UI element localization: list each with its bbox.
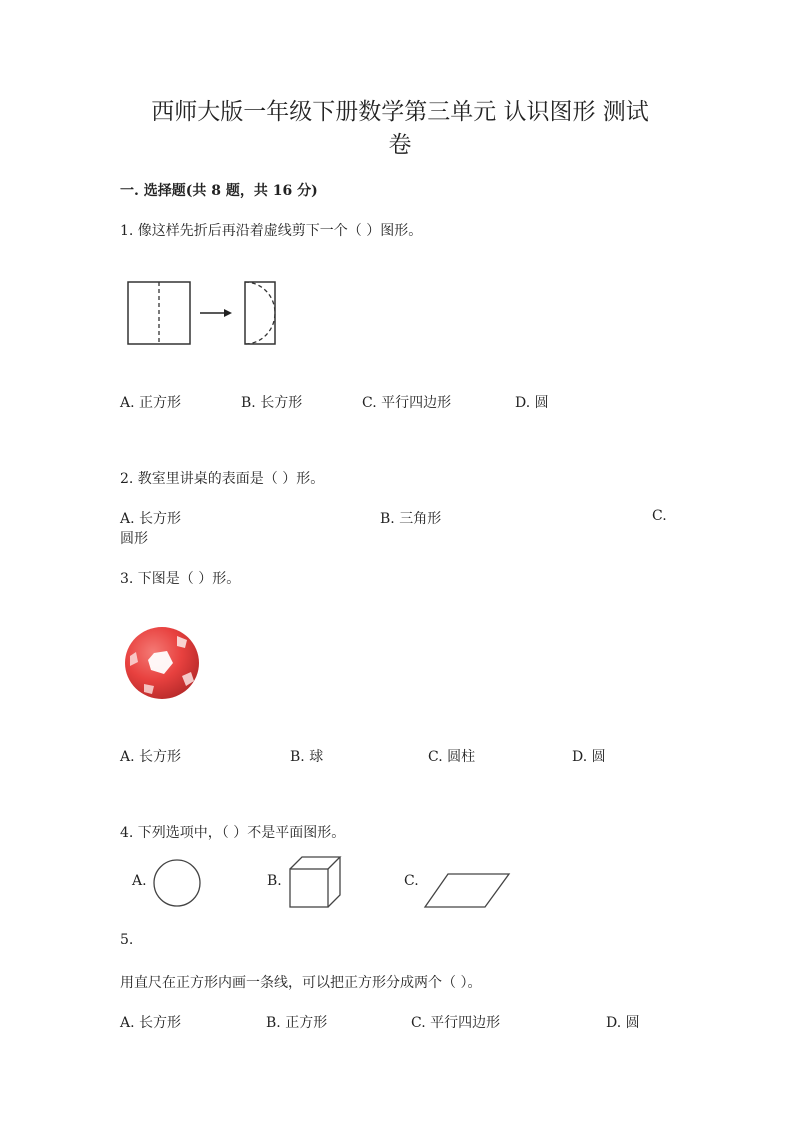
q1-option-d[interactable]: D. 圆 xyxy=(515,395,549,411)
q3-option-d[interactable]: D. 圆 xyxy=(572,749,606,765)
question-4-text: 4. 下列选项中，（ ）不是平面图形。 xyxy=(120,825,346,841)
q4-option-c-label[interactable]: C. xyxy=(404,873,419,889)
question-5-text: 用直尺在正方形内画一条线，可以把正方形分成两个（ ）。 xyxy=(120,975,482,991)
q4-option-a-label[interactable]: A. xyxy=(132,873,147,889)
cut-dashed-arc xyxy=(245,282,275,344)
page-title-continued: 卷 xyxy=(388,132,412,158)
q4-option-b-label[interactable]: B. xyxy=(267,873,282,889)
q1-option-c[interactable]: C. 平行四边形 xyxy=(362,395,452,411)
q2-option-a[interactable]: A. 长方形 xyxy=(120,511,182,527)
q2-option-c[interactable]: C. xyxy=(652,508,667,524)
arrow-head-icon xyxy=(224,309,232,317)
ball-image xyxy=(124,626,202,702)
page-title: 西师大版一年级下册数学第三单元 认识图形 测试 xyxy=(151,99,649,125)
q1-option-a[interactable]: A. 正方形 xyxy=(120,395,182,411)
question-2-text: 2. 教室里讲桌的表面是（ ）形。 xyxy=(120,471,325,487)
folded-rectangle xyxy=(245,282,275,344)
q5-option-c[interactable]: C. 平行四边形 xyxy=(411,1015,501,1031)
q3-option-b[interactable]: B. 球 xyxy=(290,749,324,765)
cube-shape xyxy=(290,857,344,909)
q5-option-b[interactable]: B. 正方形 xyxy=(266,1015,328,1031)
question-5-number: 5. xyxy=(120,932,134,948)
q5-option-d[interactable]: D. 圆 xyxy=(606,1015,640,1031)
q3-option-a[interactable]: A. 长方形 xyxy=(120,749,182,765)
question-3-text: 3. 下图是（ ）形。 xyxy=(120,571,241,587)
q5-option-a[interactable]: A. 长方形 xyxy=(120,1015,182,1031)
parallelogram-shape xyxy=(424,872,512,910)
q1-option-b[interactable]: B. 长方形 xyxy=(241,395,303,411)
circle-shape xyxy=(153,859,203,909)
section-heading: 一. 选择题(共 8 题，共 16 分) xyxy=(120,183,318,199)
q2-option-b[interactable]: B. 三角形 xyxy=(380,511,442,527)
q2-option-c-continued[interactable]: 圆形 xyxy=(120,531,148,547)
question-1-text: 1. 像这样先折后再沿着虚线剪下一个（ ）图形。 xyxy=(120,223,423,239)
q3-option-c[interactable]: C. 圆柱 xyxy=(428,749,476,765)
fold-diagram xyxy=(120,276,280,350)
